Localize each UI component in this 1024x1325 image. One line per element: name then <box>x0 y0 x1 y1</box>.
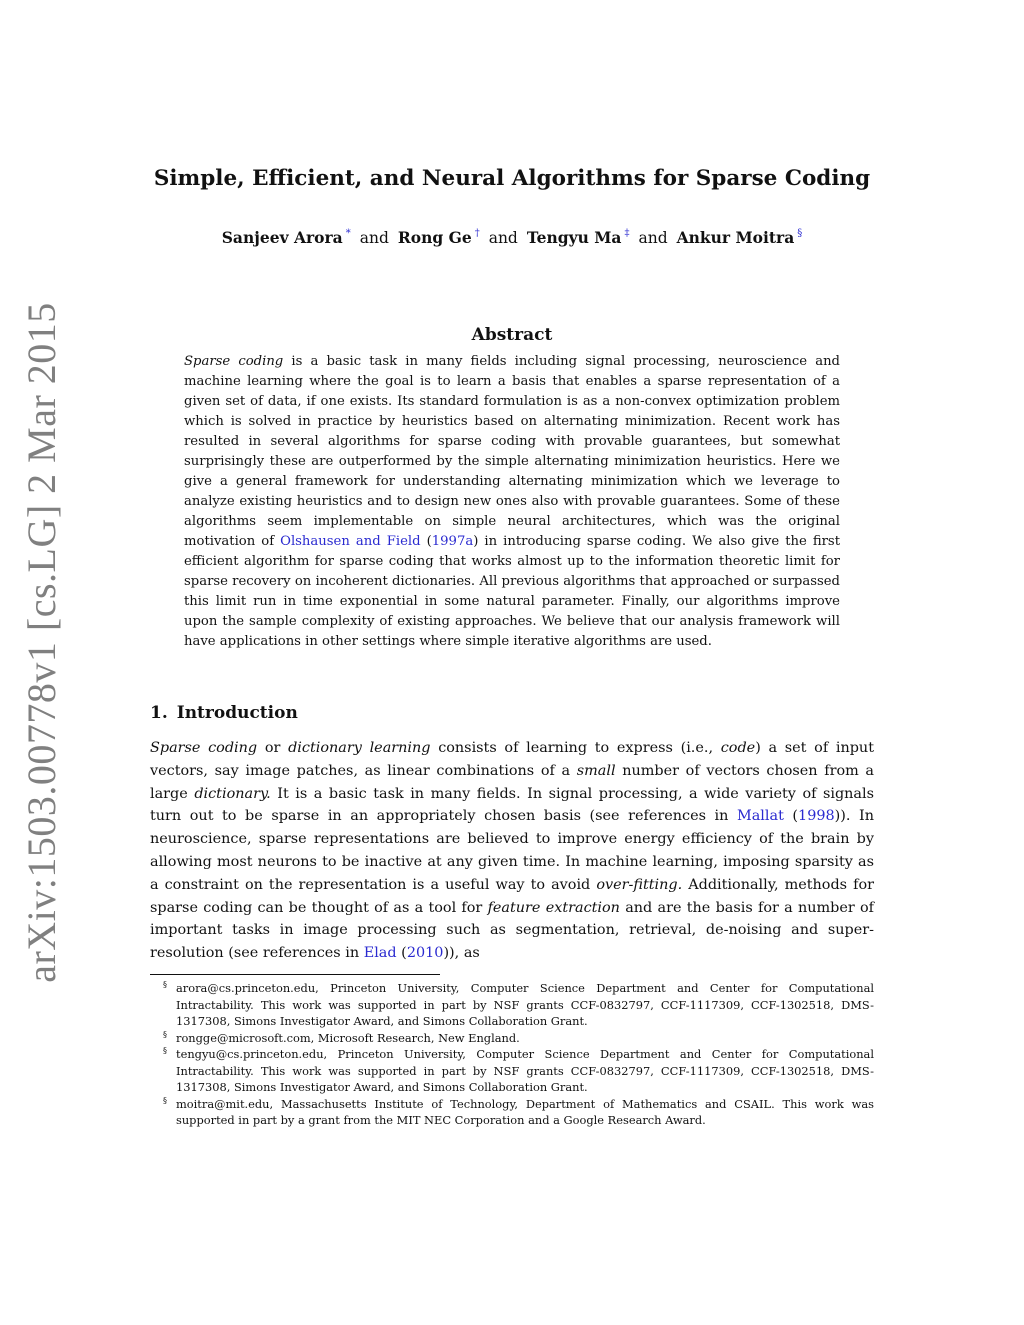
footnote-text: moitra@mit.edu, Massachusetts Institute of Technology, Department of Mathematics and CSAIL. This work was supported in part by a grant from the MIT NEC Corporation and a Google Research Award. <box>176 1096 874 1127</box>
intro-text: and are the basis for a number of important tasks in image processing such as segmentation, retrieval, de-noising and super-resolution (see references in <box>150 899 875 962</box>
author-separator: and <box>488 229 518 247</box>
footnote-text: tengyu@cs.princeton.edu, Princeton University, Computer Science Department and Center for Computational Intractability. This work was supported in part by NSF grants CCF-0832797, CCF-1117309, CCF-1302518, DMS-1317308, Simons Investigator Award, and Simons Collaboration Grant. <box>176 1047 874 1094</box>
intro-text: or <box>257 740 289 756</box>
author-footnote-mark[interactable]: * <box>345 228 351 239</box>
intro-term: dictionary learning <box>288 740 431 756</box>
arxiv-identifier-stamp <box>18 302 64 983</box>
citation-year-link[interactable]: 2010 <box>406 945 444 962</box>
intro-term: Sparse coding <box>150 740 258 756</box>
section-heading <box>150 703 298 723</box>
section-number: 1. <box>150 703 168 723</box>
abstract-text: ) in introducing sparse coding. We also give the first efficient algorithm for sparse coding that works almost up to the information theoretic limit for sparse recovery on incoherent dictionaries. All previous algorithms that approached or surpassed this limit run in time exponential in some natural parameter. Finally, our algorithms improve upon the sample complexity of existing approaches. We believe that our analysis framework will have applications in other settings where simple iterative algorithms are used. <box>184 534 841 649</box>
citation-year-link[interactable]: 1998 <box>798 808 835 825</box>
intro-term: over-fitting. <box>596 876 683 893</box>
author-name: Sanjeev Arora <box>221 228 343 247</box>
intro-text: ( <box>783 808 799 825</box>
intro-text: )). In neuroscience, sparse representations are believed to improve energy efficiency of the brain by allowing most neurons to be inactive at any given time. In machine learning, imposing sparsity as a constraint on the representation is a useful way to avoid <box>150 808 874 893</box>
intro-text: consists of learning to express (i.e., <box>430 740 721 756</box>
footnote <box>150 980 874 1030</box>
abstract-body <box>184 352 840 652</box>
author-footnote-mark[interactable]: † <box>474 228 480 239</box>
footnote <box>150 1030 874 1047</box>
citation-link[interactable]: Mallat <box>736 808 784 825</box>
intro-text: Additionally, methods for sparse coding can be thought of as a tool for <box>150 876 874 916</box>
citation-year-link[interactable]: 1997a <box>431 534 474 549</box>
citation-link[interactable]: Elad <box>363 945 397 962</box>
intro-text: ( <box>396 945 407 962</box>
intro-text: number of vectors chosen from a large <box>150 762 875 802</box>
author-footnote-mark[interactable]: § <box>797 228 803 239</box>
author-separator: and <box>359 229 389 247</box>
arxiv-identifier-text: arXiv:1503.00778v1 [cs.LG] 2 Mar 2015 <box>18 302 64 983</box>
footnote-rule <box>150 974 440 975</box>
author-footnote-mark[interactable]: ‡ <box>624 228 630 239</box>
intro-text: ) a set of input vectors, say image patches, as linear combinations of a <box>150 740 874 779</box>
citation-link[interactable]: Olshausen and Field <box>280 534 421 549</box>
footnote-mark: § <box>163 1046 167 1055</box>
footnote <box>150 1096 874 1129</box>
intro-text: It is a basic task in many fields. In signal processing, a wide variety of signals turn out to be sparse in an appropriately chosen basis (see references in <box>150 785 874 825</box>
footnotes <box>150 980 874 1129</box>
abstract-term: Sparse coding <box>184 354 284 369</box>
paper-title: Simple, Efficient, and Neural Algorithms for Sparse Coding <box>153 166 871 191</box>
author-name: Tengyu Ma <box>526 228 622 247</box>
intro-text: )), as <box>443 945 480 962</box>
intro-term: small <box>576 762 616 779</box>
footnote-mark: § <box>163 1095 167 1105</box>
footnote-mark: § <box>163 1029 167 1039</box>
footnote-text: rongge@microsoft.com, Microsoft Research, New England. <box>176 1030 520 1045</box>
intro-term: feature extraction <box>487 899 620 916</box>
footnote-text: arora@cs.princeton.edu, Princeton University, Computer Science Department and Center for Computational Intractability. This work was supported in part by NSF grants CCF-0832797, CCF-1117309, CCF-1302518, DMS-1317308, Simons Investigator Award, and Simons Collaboration Grant. <box>176 981 874 1028</box>
intro-paragraph <box>150 737 874 965</box>
author-name: Rong Ge <box>397 228 472 247</box>
author-name: Ankur Moitra <box>676 228 795 247</box>
abstract-heading: Abstract <box>471 325 553 345</box>
abstract-text: is a basic task in many fields including signal processing, neuroscience and machine learning where the goal is to learn a basis that enables a sparse representation of a given set of data, if one exists. Its standard formulation is as a non-convex optimization problem which is solved in practice by heuristics based on alternating minimization. Recent work has resulted in several algorithms for sparse coding with provable guarantees, but somewhat surprisingly these are outperformed by the simple alternating minimization heuristics. Here we give a general framework for understanding alternating minimization which we leverage to analyze existing heuristics and to design new ones also with provable guarantees. Some of these algorithms seem implementable on simple neural architectures, which was the original motivation of <box>184 354 841 549</box>
abstract-text: ( <box>420 534 432 549</box>
footnote-mark: § <box>163 980 167 989</box>
author-list <box>150 228 874 247</box>
intro-term: code <box>720 740 756 756</box>
section-title: Introduction <box>176 703 298 723</box>
author-separator: and <box>638 229 668 247</box>
footnote <box>150 1046 874 1096</box>
intro-term: dictionary. <box>194 785 271 802</box>
